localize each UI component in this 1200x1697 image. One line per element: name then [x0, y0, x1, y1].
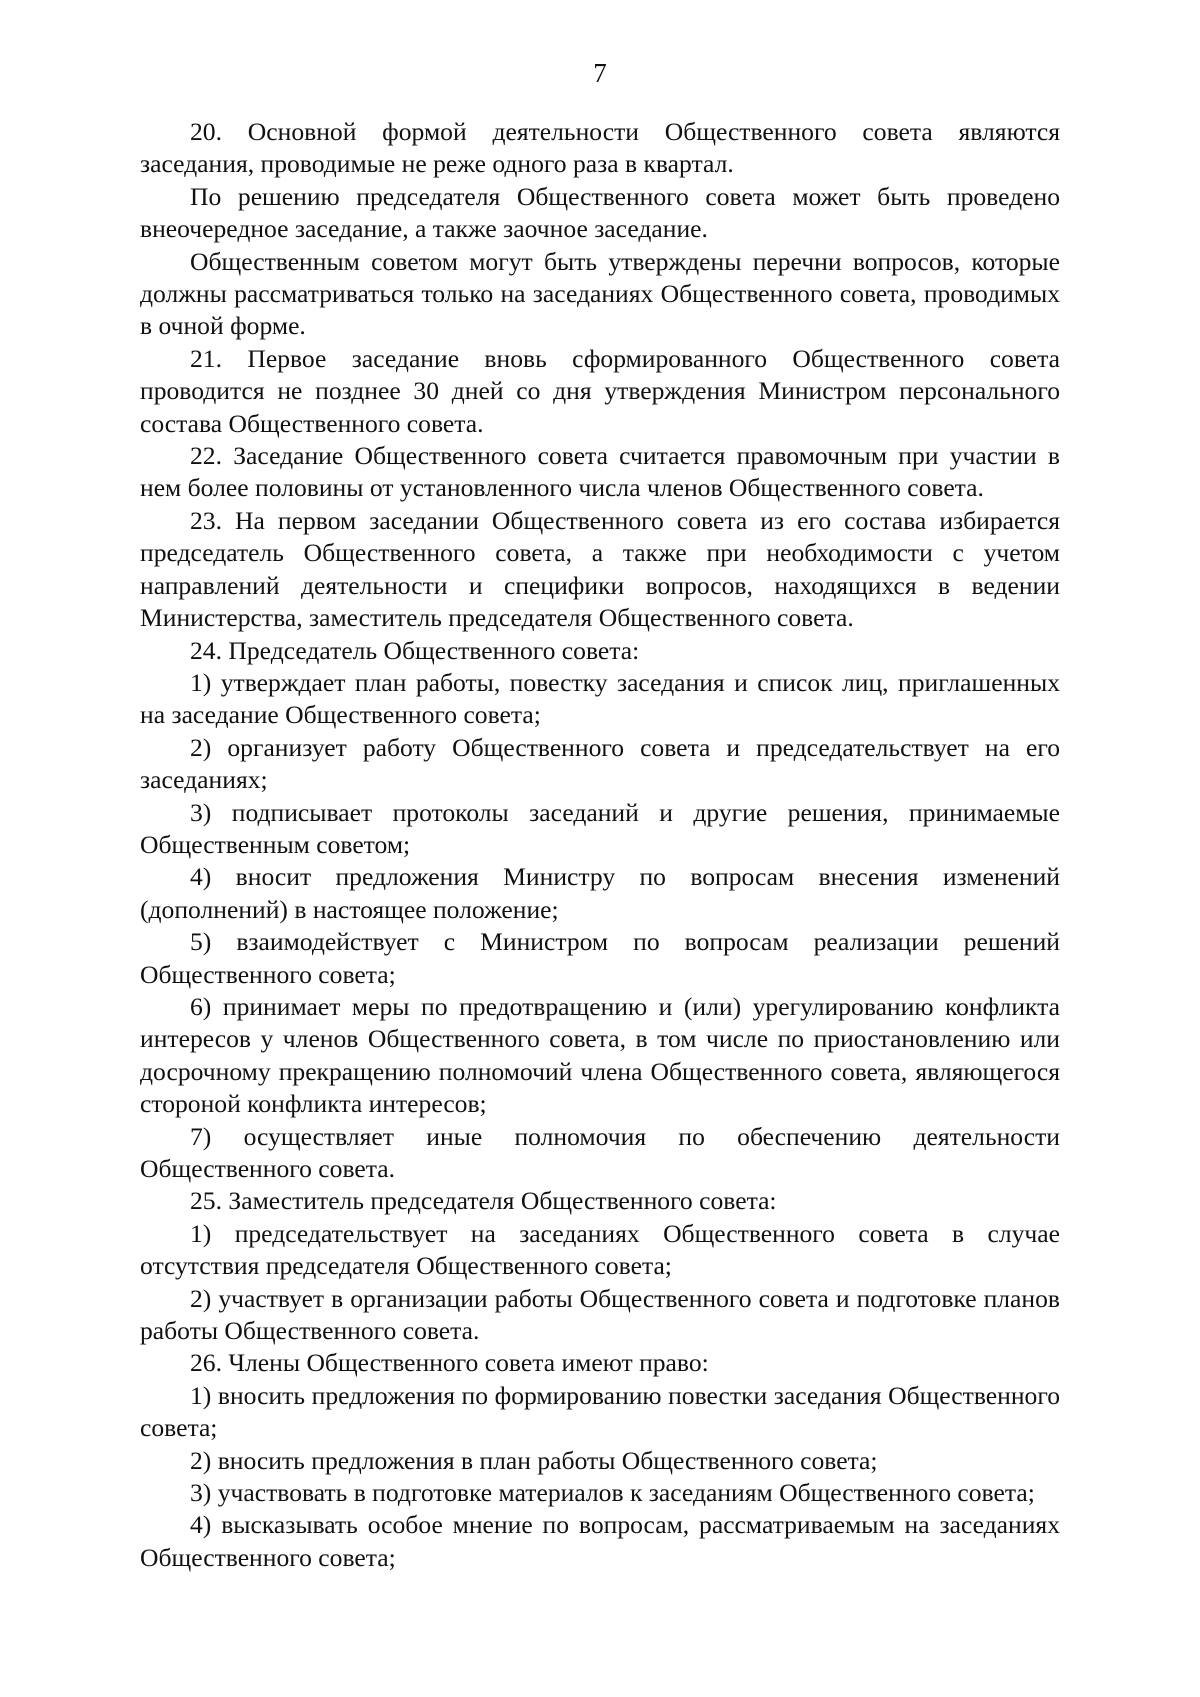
page-number: 7: [593, 58, 607, 88]
list-item: 2) организует работу Общественного совета и председательствует на его заседаниях;: [140, 732, 1060, 795]
list-item: 2) вносить предложения в план работы Общественного совета;: [190, 1445, 878, 1475]
list-item: 4) высказывать особое мнение по вопросам, рассматриваемым на заседаниях Общественного совета;: [140, 1510, 1060, 1572]
list-item: 3) подписывает протоколы заседаний и другие решения, принимаемые Общественным советом;: [140, 797, 1060, 859]
paragraph: По решению председателя Общественного совета может быть проведено внеочередное заседание, а также заочное заседание.: [140, 181, 1060, 244]
paragraph: 26. Члены Общественного совета имеют право:: [190, 1348, 709, 1378]
list-item: 1) председательствует на заседаниях Общественного совета в случае отсутствия председателя Общественного совета;: [140, 1218, 1060, 1281]
list-item: 7) осуществляет иные полномочия по обеспечению деятельности Общественного совета.: [140, 1121, 1060, 1183]
paragraph: 23. На первом заседании Общественного совета из его состава избирается председатель Общественного совета, а также при необходимости с учетом направлений деятельности и специфики вопросов, находящихся в ведении Министерства, заместитель председателя Общественного совета.: [140, 505, 1060, 633]
list-item: 5) взаимодействует с Министром по вопросам реализации решений Общественного совета;: [140, 927, 1060, 989]
list-item: 1) вносить предложения по формированию повестки заседания Общественного совета;: [140, 1380, 1060, 1443]
list-item: 2) участвует в организации работы Общественного совета и подготовке планов работы Общественного совета.: [140, 1283, 1060, 1346]
paragraph: 24. Председатель Общественного совета:: [190, 635, 640, 665]
paragraph: 20. Основной формой деятельности Общественного совета являются заседания, проводимые не реже одного раза в квартал.: [140, 117, 1060, 179]
paragraph: 25. Заместитель председателя Общественного совета:: [190, 1186, 777, 1216]
paragraph: Общественным советом могут быть утверждены перечни вопросов, которые должны рассматриваться только на заседаниях Общественного совета, проводимых в очной форме.: [140, 246, 1060, 341]
list-item: 3) участвовать в подготовке материалов к заседаниям Общественного совета;: [190, 1478, 1035, 1508]
list-item: 1) утверждает план работы, повестку заседания и список лиц, приглашенных на заседание Общественного совета;: [140, 667, 1060, 730]
list-item: 4) вносит предложения Министру по вопросам внесения изменений (дополнений) в настоящее положение;: [140, 862, 1060, 924]
paragraph: 21. Первое заседание вновь сформированного Общественного совета проводится не позднее 30 дней со дня утверждения Министром персонального состава Общественного совета.: [140, 343, 1060, 438]
document-body: [140, 116, 1060, 1574]
list-item: 6) принимает меры по предотвращению и (или) урегулированию конфликта интересов у членов Общественного совета, в том числе по приостановлению или досрочному прекращению полномочий члена Общественного совета, являющегося стороной конфликта интересов;: [140, 991, 1060, 1119]
paragraph: 22. Заседание Общественного совета считается правомочным при участии в нем более половины от установленного числа членов Общественного совета.: [140, 441, 1060, 503]
